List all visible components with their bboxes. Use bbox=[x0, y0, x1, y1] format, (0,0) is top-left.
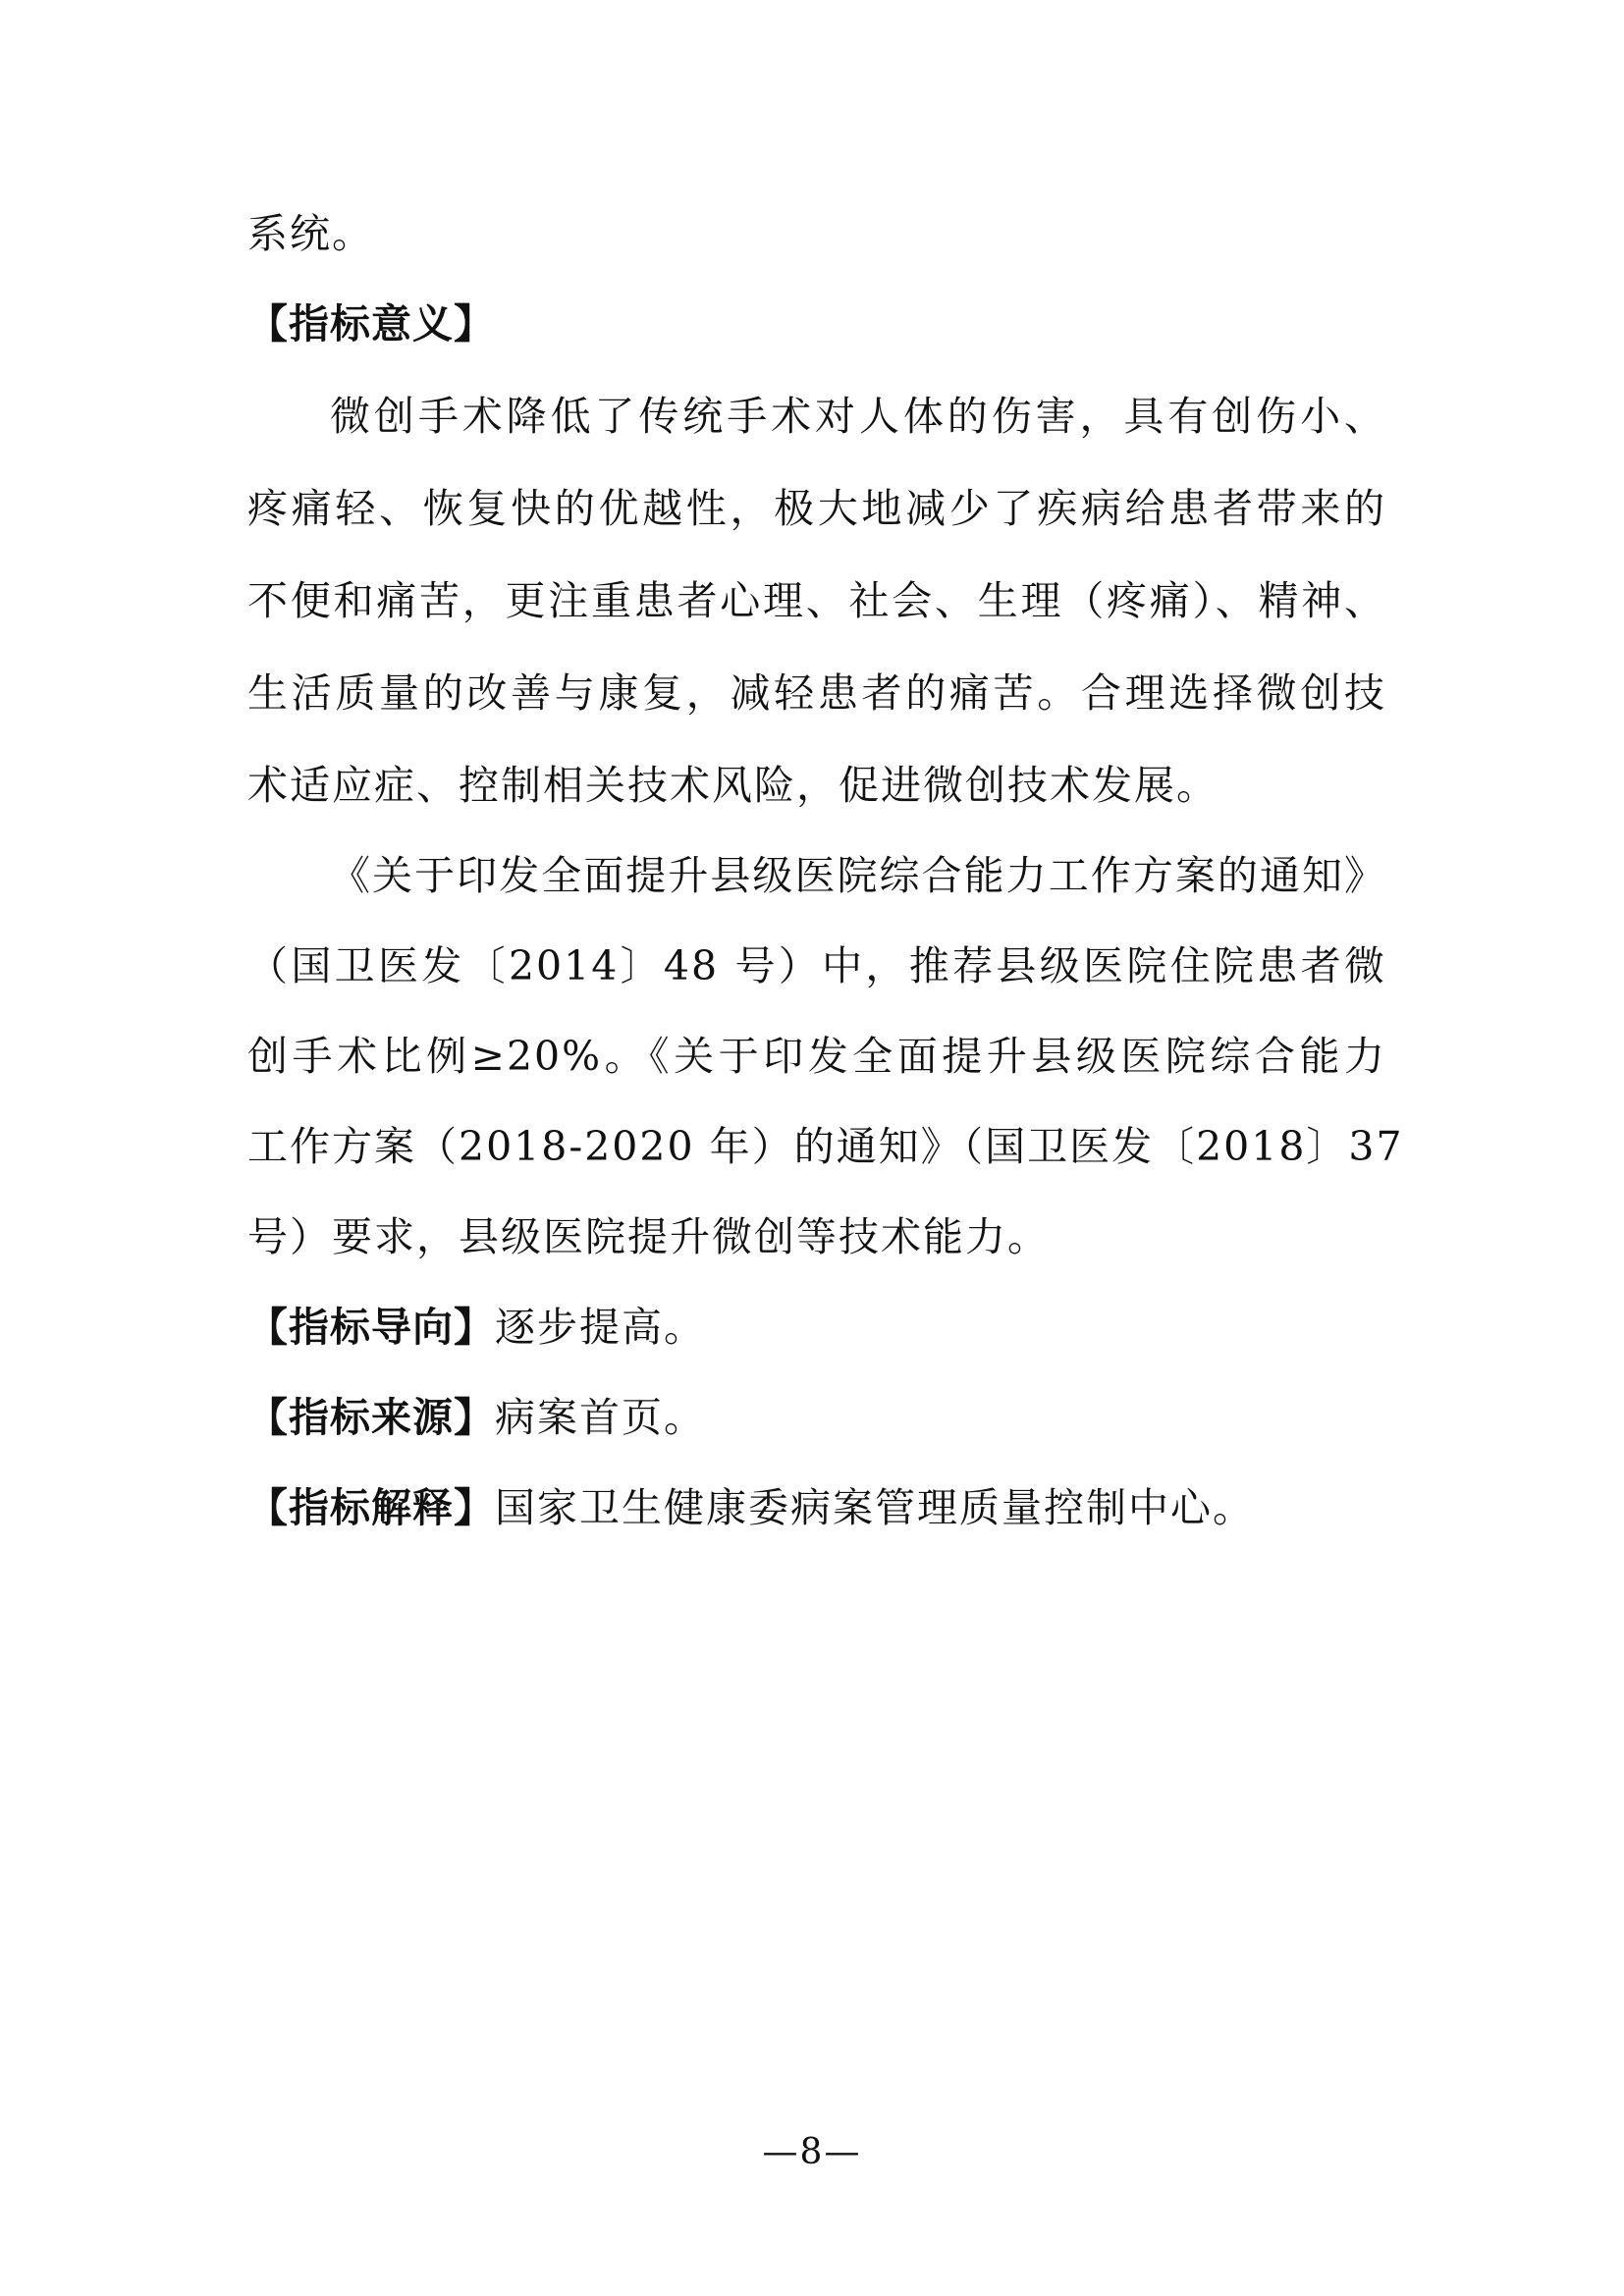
paragraph2-line: 号）要求，县级医院提升微创等技术能力。 bbox=[247, 1213, 1050, 1260]
paragraph1-line: 术适应症、控制相关技术风险，促进微创技术发展。 bbox=[247, 762, 1218, 809]
field-orientation bbox=[247, 1298, 1386, 1357]
paragraph2-line: （国卫医发〔2014〕48 号）中，推荐县级医院住院患者微 bbox=[247, 942, 1386, 989]
field-source bbox=[247, 1388, 1386, 1447]
field-value: 逐步提高。 bbox=[495, 1304, 706, 1351]
paragraph1-line: 不便和痛苦，更注重患者心理、社会、生理（疼痛）、精神、 bbox=[247, 577, 1386, 624]
field-label: 【指标来源】 bbox=[247, 1394, 495, 1441]
field-label: 【指标导向】 bbox=[247, 1304, 495, 1351]
page-number: —8— bbox=[762, 2132, 862, 2172]
paragraph1-line: 生活质量的改善与康复，减轻患者的痛苦。合理选择微创技 bbox=[247, 669, 1386, 717]
field-value: 病案首页。 bbox=[495, 1394, 706, 1441]
paragraph1-line: 微创手术降低了传统手术对人体的伤害，具有创伤小、 bbox=[330, 393, 1386, 440]
paragraph2-line: 《关于印发全面提升县级医院综合能力工作方案的通知》 bbox=[330, 852, 1386, 899]
field-value: 国家卫生健康委病案管理质量控制中心。 bbox=[495, 1484, 1255, 1531]
intro-line: 系统。 bbox=[247, 210, 374, 257]
paragraph2-line: 工作方案（2018-2020 年）的通知》（国卫医发〔2018〕37 bbox=[247, 1123, 1404, 1170]
field-interpretation bbox=[247, 1478, 1386, 1537]
significance-heading: 【指标意义】 bbox=[247, 300, 495, 347]
field-label: 【指标解释】 bbox=[247, 1484, 495, 1531]
paragraph1-line: 疼痛轻、恢复快的优越性，极大地减少了疾病给患者带来的 bbox=[247, 485, 1386, 532]
paragraph2-line: 创手术比例≥20%。《关于印发全面提升县级医院综合能力 bbox=[247, 1033, 1386, 1080]
